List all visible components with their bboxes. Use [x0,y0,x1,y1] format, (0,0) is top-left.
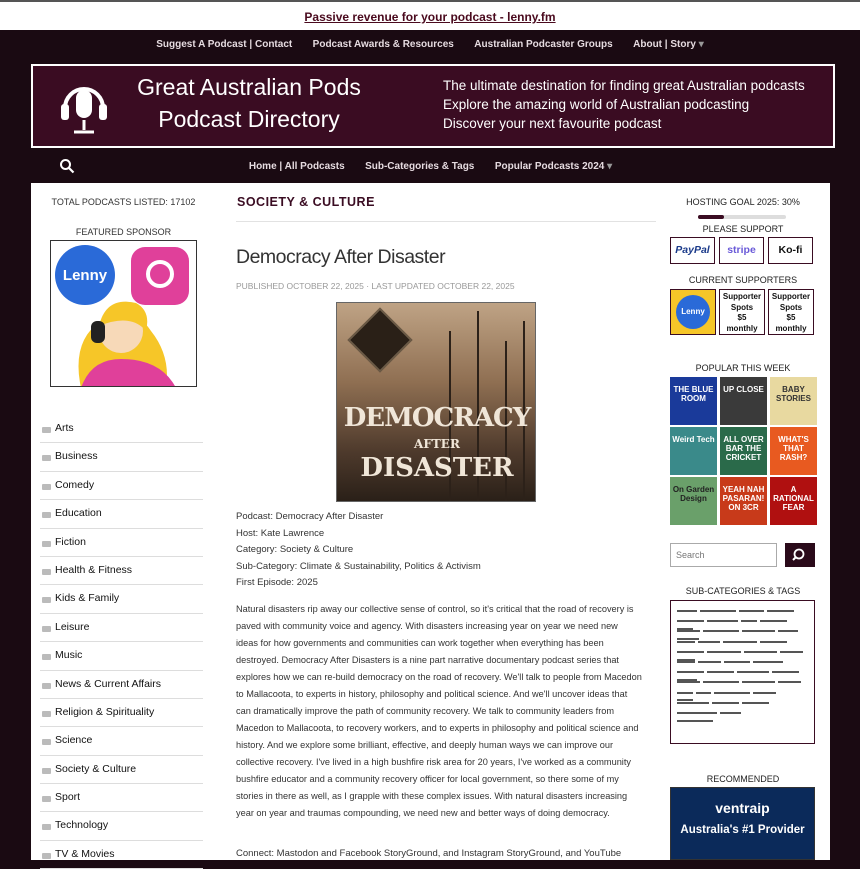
category-label: Science [55,734,93,747]
tag-link[interactable] [714,692,750,694]
hosting-goal-progress [698,215,786,219]
tag-link[interactable] [703,630,739,632]
tag-link[interactable] [707,620,738,622]
popular-grid [670,377,816,525]
please-support-heading: PLEASE SUPPORT [702,224,784,234]
banner-tagline-3: Discover your next favourite podcast [443,116,662,131]
chevron-down-icon: ▾ [698,39,704,50]
tag-link[interactable] [741,620,757,622]
tag-link[interactable] [760,641,787,643]
tag-link[interactable] [760,620,787,622]
tag-link[interactable] [677,712,717,714]
recommended-ad[interactable] [670,787,815,860]
tag-link[interactable] [720,712,742,714]
current-supporters-heading: CURRENT SUPPORTERS [688,275,798,285]
banner-tagline-1: The ultimate destination for finding great Australian podcasts [443,78,805,93]
site-banner[interactable] [31,64,835,148]
supporter-spot[interactable] [719,289,765,335]
category-label: Comedy [55,478,95,491]
tag-row [677,637,808,647]
tag-link[interactable] [700,610,736,612]
post-meta: PUBLISHED OCTOBER 22, 2025 · LAST UPDATED OCTOBER 22, 2025 [236,281,515,291]
supporter-lenny[interactable] [670,289,716,335]
folder-icon [42,484,51,490]
category-science[interactable] [40,727,203,755]
nav-about-label: About | Story [633,39,696,50]
nav-suggest[interactable]: Suggest A Podcast | Contact [156,39,293,50]
tag-row [677,688,808,698]
tag-link[interactable] [677,681,700,683]
featured-sponsor-heading: FEATURED SPONSOR [75,227,172,237]
popular-tile[interactable]: ALL OVER BAR THE CRICKET [720,427,767,475]
main-nav [31,150,830,182]
popular-tile[interactable]: Weird Tech [670,427,717,475]
tag-link[interactable] [677,661,695,663]
category-arts[interactable] [40,415,203,443]
popular-tile[interactable]: A RATIONAL FEAR [770,477,817,525]
tag-row [677,677,808,687]
popular-tile[interactable]: UP CLOSE [720,377,767,425]
category-sport[interactable] [40,784,203,812]
kofi-button[interactable]: Ko-fi [768,237,813,264]
category-label: Religion & Spirituality [55,705,155,718]
category-label: Fiction [55,535,86,548]
spot-label: Supporter [771,292,811,301]
search-input[interactable]: Search [670,543,777,567]
spot-price: $5 [737,313,747,322]
folder-icon [42,739,51,745]
spot-price: $5 [786,313,796,322]
nav-popular-label: Popular Podcasts 2024 [494,161,605,172]
category-comedy[interactable] [40,472,203,500]
chevron-down-icon: ▾ [607,161,613,172]
tag-row [677,667,808,677]
tag-link[interactable] [742,630,774,632]
tag-link[interactable] [753,692,776,694]
tag-link[interactable] [742,702,769,704]
info-subcategory: Sub-Category: Climate & Sustainability, Politics & Activism [236,560,481,572]
promo-link[interactable]: Passive revenue for your podcast - lenny.fm [304,10,556,24]
nav-home[interactable]: Home | All Podcasts [248,161,345,172]
tag-row [677,626,808,636]
tag-link[interactable] [677,610,697,612]
progress-fill [698,215,724,219]
banner-tagline-2: Explore the amazing world of Australian podcasting [443,97,750,112]
nav-groups[interactable]: Australian Podcaster Groups [474,39,613,50]
category-label: Technology [55,819,109,832]
category-label: Kids & Family [55,592,120,605]
info-first-episode: First Episode: 2025 [236,577,318,589]
tag-row [677,647,808,657]
folder-icon [42,711,51,717]
tag-link[interactable] [677,651,704,653]
spot-label: Spots [730,302,754,312]
tag-link[interactable] [724,661,749,663]
category-label: Business [55,450,98,463]
connect-links[interactable]: Connect: Mastodon and Facebook StoryGround, and Instagram StoryGround, and YouTube [236,848,622,859]
tag-row [677,616,808,626]
tag-link[interactable] [677,720,713,722]
tag-link[interactable] [698,641,720,643]
popular-tile[interactable]: YEAH NAH PASARAN! ON 3CR [720,477,767,525]
category-music[interactable] [40,642,203,670]
tag-link[interactable] [753,661,784,663]
folder-icon [42,654,51,660]
sponsor-image[interactable] [50,240,197,387]
nav-popular[interactable] [495,152,612,182]
folder-icon [42,512,51,518]
tag-link[interactable] [703,681,739,683]
tag-link[interactable] [778,630,798,632]
tag-link[interactable] [712,702,739,704]
tag-link[interactable] [677,671,704,673]
tag-link[interactable] [778,681,801,683]
right-sidebar [669,183,817,860]
folder-icon [42,626,51,632]
tag-cloud[interactable] [670,600,815,744]
tag-row [677,606,808,616]
category-label: Arts [55,422,74,434]
spot-period: monthly [726,323,758,333]
category-label: Health & Fitness [55,563,133,576]
folder-icon [42,541,51,547]
sponsor-logo-text: Lenny [62,267,108,284]
main-content [236,183,656,860]
top-nav [0,30,860,62]
spot-label: Supporter [722,292,762,301]
tag-link[interactable] [698,661,721,663]
stripe-button[interactable]: stripe [719,237,764,264]
hosting-goal-label: HOSTING GOAL 2025: 30% [686,197,800,207]
podcast-description: Natural disasters rip away our collective sense of control, so it's critical that the road of recovery is paved with community voice and agency. With disasters increasing year on year we need new ideas for how governments and communities can work together when everything has been destroyed. Democracy After Disasters is a nine part narrative documentary podcast series that explores how we can re-build democracy on the road of recovery. We'll talk to people from Macedon to Mallacoota, to experts in history, philosophy and political science. And we'll uncover ideas that can dramatically improve the path of community recovery. We talk to community leaders from Macedon to Mallacoota, to recovery workers, and to experts in philosophy and political science and history. And we explore some brilliant, effective, and deeply human ways we can improve our collective recovery. I've lived in a high bushfire risk area for 20 years, I've worked as a community bushfire educator and a community recovery officer for local government, so there some of my stories in there as well, as I grapple with these complex issues. With natural disasters increasing year on year and traumas compounding, we need new and better ways of doing democracy. [236,604,642,818]
info-category: Category: Society & Culture [236,544,354,556]
category-label: Society & Culture [55,762,137,775]
category-label: News & Current Affairs [55,677,162,690]
tag-link[interactable] [677,630,700,632]
site-title: Great Australian Pods [137,74,361,100]
tag-link[interactable] [739,610,764,612]
tag-link[interactable] [677,702,709,704]
site-subtitle: Podcast Directory [158,106,340,132]
info-podcast: Podcast: Democracy After Disaster [236,511,384,522]
tag-row [677,657,808,667]
lenny-sponsor-art [51,241,197,387]
tag-link[interactable] [767,610,794,612]
folder-icon [42,597,51,603]
tag-link[interactable] [707,671,734,673]
category-leisure[interactable] [40,614,203,642]
category-label: Music [55,649,83,662]
tag-link[interactable] [707,651,741,653]
ad-brand: ventraip [715,800,770,816]
nav-subcategories[interactable]: Sub-Categories & Tags [365,161,475,172]
folder-icon [42,853,51,859]
supporter-logo: Lenny [676,295,710,329]
folder-icon [42,455,51,461]
ad-headline: Australia's #1 Provider [680,824,805,836]
tag-link[interactable] [772,671,799,673]
tag-row [677,708,808,718]
category-heading[interactable]: SOCIETY & CULTURE [237,195,375,209]
category-kids-family[interactable] [40,585,203,613]
nav-awards[interactable]: Podcast Awards & Resources [312,39,454,50]
category-education[interactable] [40,500,203,528]
tag-row [677,698,808,708]
road-sign-shape [347,307,412,372]
spot-label: Spots [779,302,803,312]
popular-tile[interactable]: THE BLUE ROOM [670,377,717,425]
tag-link[interactable] [780,651,803,653]
tag-link[interactable] [677,641,695,643]
category-technology[interactable] [40,812,203,840]
tag-link[interactable] [737,671,769,673]
total-podcasts: TOTAL PODCASTS LISTED: 17102 [51,197,196,207]
folder-icon [42,768,51,774]
category-health-fitness[interactable] [40,557,203,585]
popular-tile[interactable]: BABY STORIES [770,377,817,425]
search-icon [785,543,815,567]
podcast-info [236,509,481,592]
category-tv-movies[interactable] [40,841,203,869]
page-body [31,183,830,860]
tag-link[interactable] [677,620,704,622]
tag-link[interactable] [696,692,710,694]
category-list [40,415,203,869]
cover-title-3: DISASTER [360,453,514,483]
cover-title-2: AFTER [414,437,460,451]
popular-tile[interactable]: On Garden Design [670,477,717,525]
category-business[interactable] [40,443,203,471]
page-title: Democracy After Disaster [236,246,446,268]
search-button[interactable] [785,543,815,567]
folder-icon [42,824,51,830]
tag-link[interactable] [723,641,757,643]
microphone-logo-icon [59,78,109,136]
podcast-cover-image [336,302,536,502]
spot-period: monthly [775,323,807,333]
category-label: TV & Movies [55,847,115,860]
left-sidebar [31,183,216,860]
category-label: Leisure [55,620,90,633]
popular-heading: POPULAR THIS WEEK [695,363,791,373]
promo-bar [0,0,860,30]
popular-tile[interactable]: WHAT'S THAT RASH? [770,427,817,475]
info-host: Host: Kate Lawrence [236,527,325,539]
category-religion[interactable] [40,699,203,727]
subcategories-heading: SUB-CATEGORIES & TAGS [685,586,801,596]
paypal-button[interactable]: PayPal [670,237,715,264]
category-news[interactable] [40,671,203,699]
category-label: Sport [55,791,81,804]
tag-link[interactable] [742,681,774,683]
recommended-heading: RECOMMENDED [706,774,780,784]
category-society-culture[interactable] [40,756,203,784]
tag-link[interactable] [677,692,693,694]
supporter-spot[interactable] [768,289,814,335]
folder-icon [42,569,51,575]
category-label: Education [55,507,102,520]
folder-icon [42,683,51,689]
nav-about[interactable] [633,30,704,60]
cover-title-1: DEMOCRACY [343,403,531,433]
divider [236,221,656,222]
folder-icon [42,796,51,802]
folder-icon [42,427,51,433]
tag-link[interactable] [744,651,776,653]
category-fiction[interactable] [40,529,203,557]
